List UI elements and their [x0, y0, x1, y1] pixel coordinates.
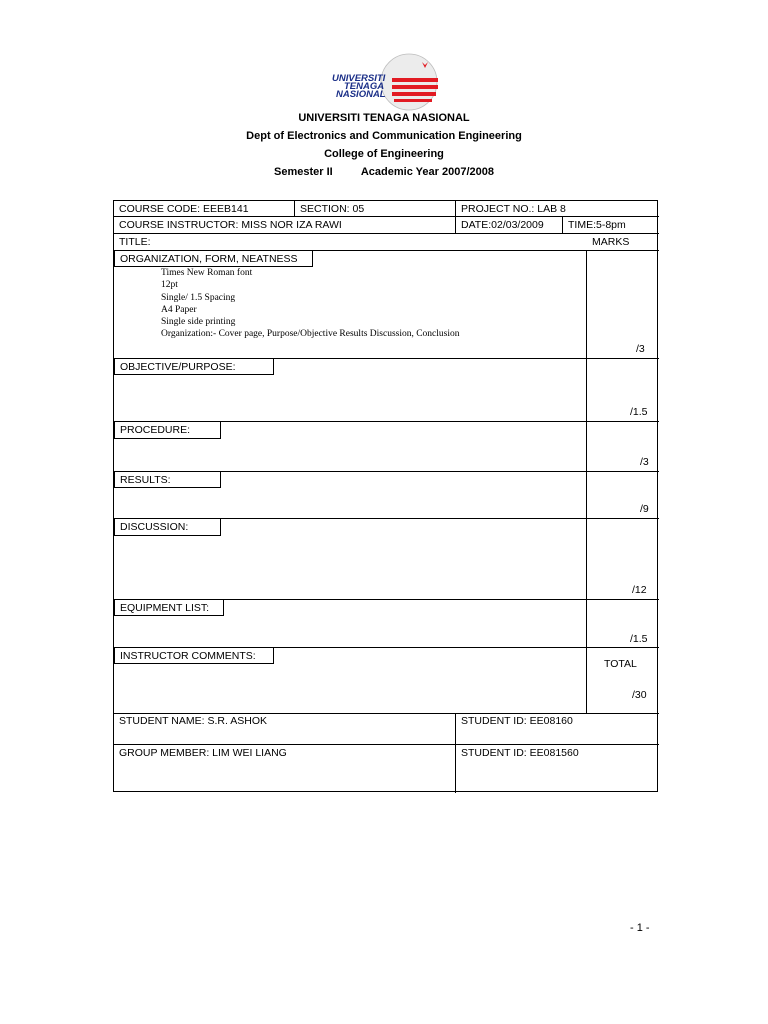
group-member-id: STUDENT ID: EE081560 — [461, 747, 579, 759]
discussion-label: DISCUSSION: — [120, 521, 189, 533]
comments-label-box — [114, 647, 274, 664]
student-name: STUDENT NAME: S.R. ASHOK — [119, 715, 267, 727]
comments-label: INSTRUCTOR COMMENTS: — [120, 650, 256, 662]
equipment-mark: /1.5 — [630, 633, 648, 645]
logo-text-1: UNIVERSITI — [332, 73, 386, 84]
objective-label: OBJECTIVE/PURPOSE: — [120, 361, 236, 373]
college-name: College of Engineering — [324, 148, 444, 160]
project-no: PROJECT NO.: LAB 8 — [461, 203, 566, 215]
org-mark: /3 — [636, 343, 645, 355]
discussion-mark: /12 — [632, 584, 647, 596]
org-note: Single side printing — [161, 317, 236, 327]
results-label-box — [114, 471, 221, 488]
course-code: COURSE CODE: EEEB141 — [119, 203, 249, 215]
department-name: Dept of Electronics and Communication Engineering — [246, 130, 522, 142]
equipment-label: EQUIPMENT LIST: — [120, 602, 210, 614]
objective-label-box — [114, 358, 274, 375]
lab-report-form — [113, 200, 658, 792]
university-name: UNIVERSITI TENAGA NASIONAL — [298, 112, 470, 124]
equipment-label-box — [114, 599, 224, 616]
university-logo — [330, 52, 442, 114]
total-mark: /30 — [632, 689, 647, 701]
total-label: TOTAL — [604, 658, 637, 670]
group-member: GROUP MEMBER: LIM WEI LIANG — [119, 747, 287, 759]
marks-header: MARKS — [592, 236, 630, 248]
org-label-box — [114, 250, 313, 267]
org-note: Single/ 1.5 Spacing — [161, 293, 236, 303]
org-note: Times New Roman font — [161, 268, 253, 278]
org-note: 12pt — [161, 280, 178, 290]
title-label: TITLE: — [119, 236, 151, 248]
org-label: ORGANIZATION, FORM, NEATNESS — [120, 253, 298, 265]
section: SECTION: 05 — [300, 203, 365, 215]
time: TIME:5-8pm — [568, 219, 626, 231]
logo-text-2: TENAGA — [344, 81, 385, 92]
results-label: RESULTS: — [120, 474, 171, 486]
date: DATE:02/03/2009 — [461, 219, 544, 231]
semester: Semester II — [274, 166, 333, 178]
results-mark: /9 — [640, 503, 649, 515]
course-instructor: COURSE INSTRUCTOR: MISS NOR IZA RAWI — [119, 219, 342, 231]
logo-text-3: NASIONAL — [336, 89, 386, 100]
discussion-label-box — [114, 518, 221, 536]
procedure-label-box — [114, 421, 221, 439]
org-note: Organization:- Cover page, Purpose/Objective Results Discussion, Conclusion — [161, 329, 460, 339]
semester-line — [0, 166, 768, 178]
student-id: STUDENT ID: EE08160 — [461, 715, 573, 727]
procedure-mark: /3 — [640, 456, 649, 468]
objective-mark: /1.5 — [630, 406, 648, 418]
procedure-label: PROCEDURE: — [120, 424, 191, 436]
academic-year: Academic Year 2007/2008 — [360, 166, 494, 178]
page-number: - 1 - — [630, 922, 650, 934]
org-note: A4 Paper — [161, 305, 197, 315]
